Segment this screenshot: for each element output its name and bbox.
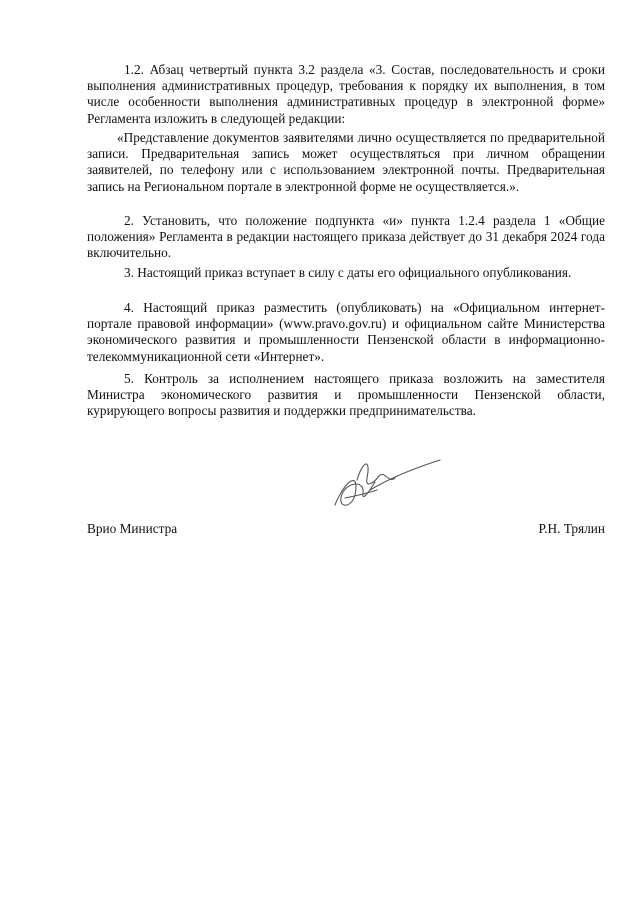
paragraph-1-2: 1.2. Абзац четвертый пункта 3.2 раздела «3. Состав, последовательность и сроки выполнения административных процедур, требования к порядку их выполнения, в том числе особенности выполнения административных процедур в электронной форме» Регламента изложить в следующей редакции: bbox=[87, 62, 605, 126]
paragraph-5: 5. Контроль за исполнением настоящего приказа возложить на заместителя Министра экономического развития и промышленности Пензенской области, курирующего вопросы развития и поддержки предпринимательства. bbox=[87, 371, 605, 419]
handwritten-signature bbox=[315, 450, 445, 520]
signatory-name: Р.Н. Трялин bbox=[538, 521, 605, 536]
paragraph-2: 2. Установить, что положение подпункта «и» пункта 1.2.4 раздела 1 «Общие положения» Регламента в редакции настоящего приказа действует до 31 декабря 2024 года включительно. bbox=[87, 213, 605, 261]
paragraph-4: 4. Настоящий приказ разместить (опубликовать) на «Официальном интернет-портале правовой информации» (www.pravo.gov.ru) и официальном сайте Министерства экономического развития и промышленности Пензенской области в информационно-телекоммуникационной сети «Интернет». bbox=[87, 300, 605, 364]
paragraph-quote: «Представление документов заявителями лично осуществляется по предварительной записи. Предварительная запись может осуществляться при личном обращении заявителей, по телефону или с использованием электронной почты. Предварительная запись на Региональном портале в электронной форме не осуществляется.». bbox=[87, 130, 605, 194]
paragraph-3: 3. Настоящий приказ вступает в силу с даты его официального опубликования. bbox=[124, 265, 572, 280]
signatory-title: Врио Министра bbox=[87, 521, 178, 536]
